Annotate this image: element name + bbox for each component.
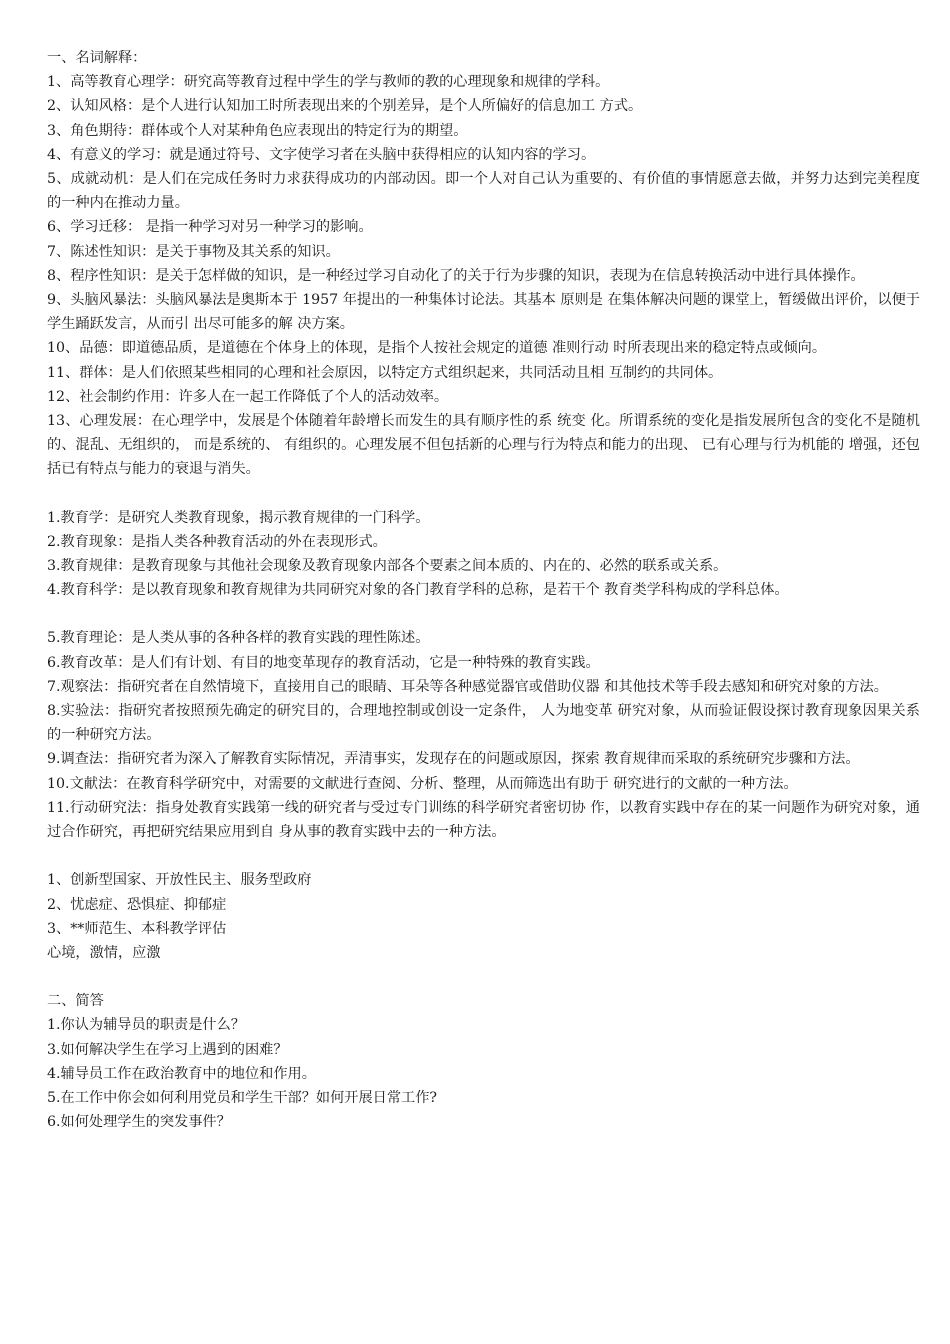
definition-item: 12、社会制约作用：许多人在一起工作降低了个人的活动效率。 [47,388,449,405]
definition-item: 9、头脑风暴法：头脑风暴法是奥斯本于 1957 年提出的一种集体讨论法。其基本 原则是 在集体解决问题的课堂上，暂缓做出评价，以便于学生踊跃发言，从而引 出尽可能多的解 决方案。 [47,292,920,333]
keyword-list-item: 心境，激情，应激 [47,944,161,961]
education-method-item: 11.行动研究法：指身处教育实践第一线的研究者与受过专门训练的科学研究者密切协 作，以教育实践中存在的某一问题作为研究对象，通过合作研究，再把研究结果应用到自 身从事的教育实践中去的一种方法。 [47,799,920,841]
definition-item: 8、程序性知识：是关于怎样做的知识，是一种经过学习自动化了的关于行为步骤的知识，表现为在信息转换活动中进行具体操作。 [47,267,865,284]
education-method-item: 7.观察法：指研究者在自然情境下，直接用自己的眼睛、耳朵等各种感觉器官或借助仪器 和其他技术等手段去感知和研究对象的方法。 [47,678,888,695]
education-method-item: 6.教育改革：是人们有计划、有目的地变革现存的教育活动，它是一种特殊的教育实践。 [47,654,600,671]
definition-item: 6、学习迁移： 是指一种学习对另一种学习的影响。 [47,219,373,236]
definition-item: 4、有意义的学习：就是通过符号、文字使学习者在头脑中获得相应的认知内容的学习。 [47,146,596,163]
education-method-item: 9.调查法：指研究者为深入了解教育实际情况，弄清事实，发现存在的问题或原因，探索 教育规律而采取的系统研究步骤和方法。 [47,751,860,768]
definition-item: 10、品德：即道德品质，是道德在个体身上的体现，是指个人按社会规定的道德 准则行动 时所表现出来的稳定特点或倾向。 [47,340,827,357]
question-item: 6.如何处理学生的突发事件？ [47,1114,231,1131]
definition-item: 5、成就动机：是人们在完成任务时力求获得成功的内部动因。即一个人对自己认为重要的、有价值的事情愿意去做，并努力达到完美程度的一种内在推动力量。 [47,171,920,212]
education-term-item: 4.教育科学：是以教育现象和教育规律为共同研究对象的各门教育学科的总称，是若干个 教育类学科构成的学科总体。 [47,582,789,599]
paragraph-spacer [47,602,920,626]
definition-item: 13、心理发展：在心理学中，发展是个体随着年龄增长而发生的具有顺序性的系 统变 化。所谓系统的变化是指发展所包含的变化不是随机的、混乱、无组织的， 而是系统的、 有组织的。心理发展不但包括新的心理与行为特点和能力的出现、 已有心理与行为机能的 增强，还包括已有特点与能力的衰退与消失。 [47,413,920,478]
education-method-item: 5.教育理论：是人类从事的各种各样的教育实践的理性陈述。 [47,630,430,647]
education-method-item: 10.文献法：在教育科学研究中，对需要的文献进行查阅、分析、整理，从而筛选出有助于 研究进行的文献的一种方法。 [47,775,798,792]
keyword-list-item: 1、创新型国家、开放性民主、服务型政府 [47,872,312,889]
definition-item: 7、陈述性知识：是关于事物及其关系的知识。 [47,243,340,260]
question-item: 1.你认为辅导员的职责是什么？ [47,1017,245,1034]
keyword-list-item: 2、忧虑症、恐惧症、抑郁症 [47,896,227,913]
keyword-list-item: 3、**师范生、本科教学评估 [47,920,227,937]
definition-item: 3、角色期待：群体或个人对某种角色应表现出的特定行为的期望。 [47,122,468,139]
question-item: 3.如何解决学生在学习上遇到的困难？ [47,1041,288,1058]
definition-item: 1、高等教育心理学：研究高等教育过程中学生的学与教师的教的心理现象和规律的学科。 [47,74,610,91]
education-term-item: 2.教育现象：是指人类各种教育活动的外在表现形式。 [47,533,387,550]
question-item: 4.辅导员工作在政治教育中的地位和作用。 [47,1065,316,1082]
document-page [47,46,920,1134]
definition-item: 11、群体：是人们依照某些相同的心理和社会原因，以特定方式组织起来，共同活动且相 互制约的共同体。 [47,364,723,381]
definition-item: 2、认知风格：是个人进行认知加工时所表现出来的个别差异，是个人所偏好的信息加工 方式。 [47,98,643,115]
paragraph-spacer [47,844,920,868]
section-heading-definitions: 一、名词解释： [47,50,147,66]
paragraph-spacer [47,965,920,989]
education-term-item: 3.教育规律：是教育现象与其他社会现象及教育现象内部各个要素之间本质的、内在的、必然的联系或关系。 [47,558,728,575]
paragraph-spacer [47,482,920,506]
education-term-item: 1.教育学：是研究人类教育现象，揭示教育规律的一门科学。 [47,509,430,526]
question-item: 5.在工作中你会如何利用党员和学生干部？如何开展日常工作? [47,1089,438,1106]
section-heading-short-answer: 二、简答 [47,993,104,1010]
education-method-item: 8.实验法：指研究者按照预先确定的研究目的，合理地控制或创设一定条件， 人为地变革 研究对象，从而验证假设探讨教育现象因果关系的一种研究方法。 [47,703,920,744]
